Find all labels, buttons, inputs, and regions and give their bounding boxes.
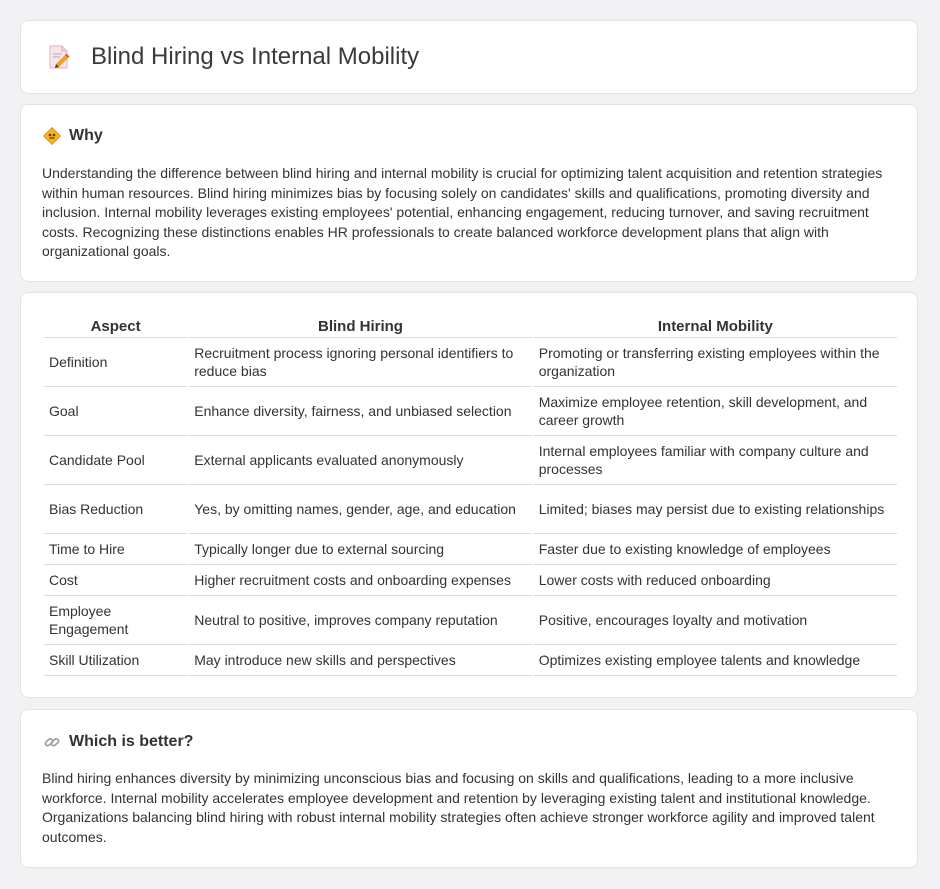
table-header-row bbox=[44, 315, 897, 338]
row-blind-hiring: Recruitment process ignoring personal identifiers to reduce bias bbox=[189, 338, 532, 387]
header-aspect: Aspect bbox=[44, 315, 187, 338]
row-aspect: Bias Reduction bbox=[44, 485, 187, 534]
better-body: Blind hiring enhances diversity by minimizing unconscious bias and focusing on skills and qualifications, leading to a more inclusive workforce. Internal mobility accelerates employee development and retention by leveraging existing talent and institutional knowledge. Organizations balancing blind hiring with robust internal mobility strategies often achieve stronger workforce agility and improved talent outcomes. bbox=[42, 770, 875, 845]
row-aspect: Cost bbox=[44, 565, 187, 596]
row-internal-mobility: Limited; biases may persist due to existing relationships bbox=[534, 485, 897, 534]
row-aspect: Skill Utilization bbox=[44, 645, 187, 676]
row-aspect: Employee Engagement bbox=[44, 596, 187, 645]
row-internal-mobility: Optimizes existing employee talents and knowledge bbox=[534, 645, 897, 676]
row-internal-mobility: Positive, encourages loyalty and motivation bbox=[534, 596, 897, 645]
row-internal-mobility: Promoting or transferring existing employees within the organization bbox=[534, 338, 897, 387]
row-blind-hiring: Enhance diversity, fairness, and unbiased selection bbox=[189, 387, 532, 436]
why-heading-row bbox=[43, 127, 103, 145]
row-blind-hiring: Yes, by omitting names, gender, age, and education bbox=[189, 485, 532, 534]
header-internal-mobility: Internal Mobility bbox=[534, 315, 897, 338]
comparison-section bbox=[20, 292, 918, 698]
row-aspect: Time to Hire bbox=[44, 534, 187, 565]
better-heading-row bbox=[43, 733, 193, 751]
why-body: Understanding the difference between blind hiring and internal mobility is crucial for optimizing talent acquisition and retention strategies within human resources. Blind hiring minimizes bias by focusing solely on candidates' skills and qualifications, promoting diversity and inclusion. Internal mobility leverages existing employees' potential, enhancing engagement, reducing turnover, and saving recruitment costs. Recognizing these distinctions enables HR professionals to create balanced workforce development plans that align with organizational goals. bbox=[42, 165, 883, 259]
table-row bbox=[44, 436, 897, 485]
diamond-sign-icon bbox=[43, 127, 61, 145]
table-row bbox=[44, 596, 897, 645]
comparison-table bbox=[42, 315, 899, 676]
row-blind-hiring: External applicants evaluated anonymously bbox=[189, 436, 532, 485]
row-aspect: Definition bbox=[44, 338, 187, 387]
row-blind-hiring: Higher recruitment costs and onboarding expenses bbox=[189, 565, 532, 596]
why-section bbox=[20, 104, 918, 282]
table-row bbox=[44, 338, 897, 387]
header-blind-hiring: Blind Hiring bbox=[189, 315, 532, 338]
row-blind-hiring: Neutral to positive, improves company reputation bbox=[189, 596, 532, 645]
table-row bbox=[44, 565, 897, 596]
better-heading: Which is better? bbox=[69, 733, 194, 750]
document-pen-icon bbox=[47, 43, 71, 71]
row-blind-hiring: Typically longer due to external sourcing bbox=[189, 534, 532, 565]
table-row bbox=[44, 645, 897, 676]
row-aspect: Candidate Pool bbox=[44, 436, 187, 485]
row-internal-mobility: Faster due to existing knowledge of employees bbox=[534, 534, 897, 565]
page-title: Blind Hiring vs Internal Mobility bbox=[91, 43, 420, 70]
which-is-better-section bbox=[20, 709, 918, 868]
why-heading: Why bbox=[69, 127, 103, 144]
title-card bbox=[20, 20, 918, 94]
row-aspect: Goal bbox=[44, 387, 187, 436]
row-internal-mobility: Maximize employee retention, skill development, and career growth bbox=[534, 387, 897, 436]
link-icon bbox=[43, 733, 61, 751]
table-row bbox=[44, 534, 897, 565]
table-row bbox=[44, 387, 897, 436]
title-row bbox=[47, 43, 419, 71]
row-blind-hiring: May introduce new skills and perspectives bbox=[189, 645, 532, 676]
table-row bbox=[44, 485, 897, 534]
row-internal-mobility: Lower costs with reduced onboarding bbox=[534, 565, 897, 596]
row-internal-mobility: Internal employees familiar with company culture and processes bbox=[534, 436, 897, 485]
